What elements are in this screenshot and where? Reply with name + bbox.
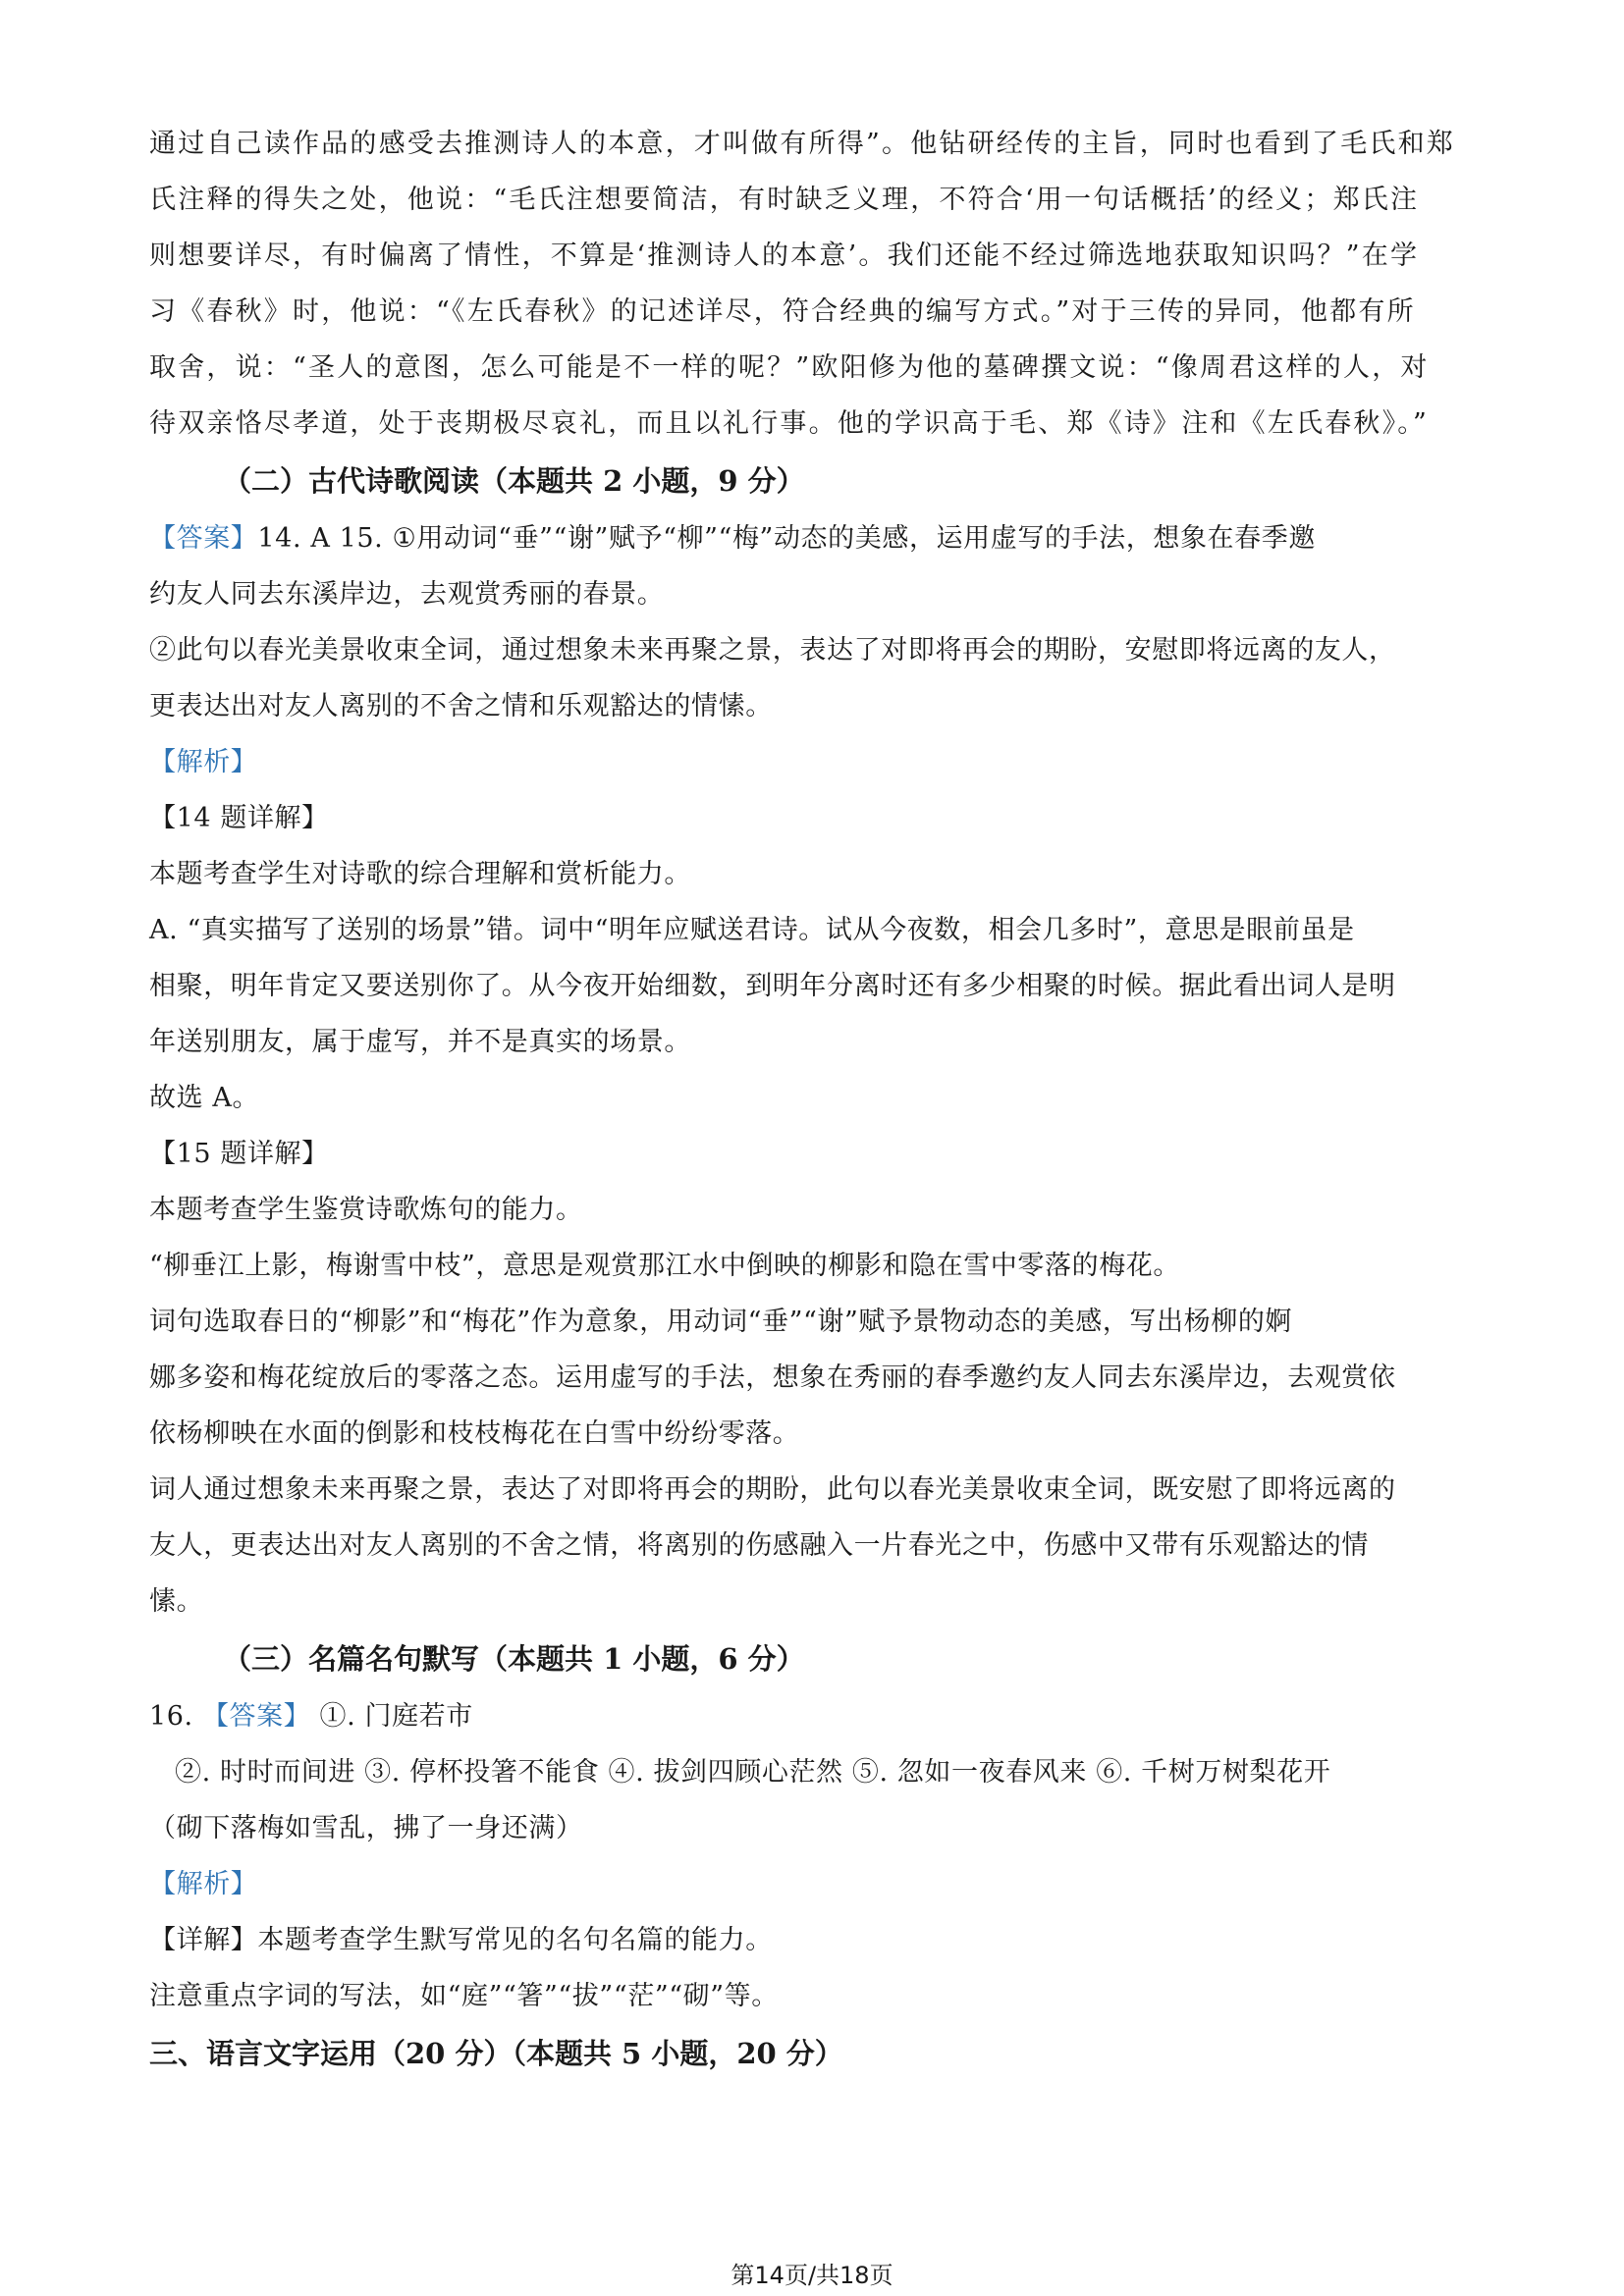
answer-text: 14. A 15. ①用动词“垂”“谢”赋予“柳”“梅”动态的美感，运用虚写的手法，想象在春季邀 [257,523,1316,554]
q16-detail-line: 【详解】本题考查学生默写常见的名句名篇的能力。 [149,1925,773,1955]
page-number: 第14页/共18页 [731,2262,893,2289]
q16-answer-line: （砌下落梅如雪乱，拂了一身还满） [149,1813,583,1843]
answer-tag: 【答案】 [149,523,258,554]
section-heading-poetry: （二）古代诗歌阅读（本题共 2 小题，9 分） [223,464,805,498]
answer-line [149,510,1485,566]
passage-line: 习《春秋》时，他说：“《左氏春秋》的记述详尽，符合经典的编写方式。”对于三传的异同，他都有所 [149,296,1416,327]
q15-line: “柳垂江上影，梅谢雪中枝”，意思是观赏那江水中倒映的柳影和隐在雪中零落的梅花。 [149,1251,1181,1281]
analysis-tag: 【解析】 [149,747,258,777]
passage-line: 氏注释的得失之处，他说：“毛氏注想要简洁，有时缺乏义理，不符合‘用一句话概括’的经义；郑氏注 [149,185,1420,215]
analysis-tag: 【解析】 [149,1869,258,1899]
page-content [149,116,1485,2083]
q14-line: 年送别朋友，属于虚写，并不是真实的场景。 [149,1027,691,1057]
q15-line: 愫。 [149,1586,204,1617]
q15-line: 词句选取春日的“柳影”和“梅花”作为意象，用动词“垂”“谢”赋予景物动态的美感，写出杨柳的婀 [149,1307,1293,1337]
answer-line: 更表达出对友人离别的不舍之情和乐观豁达的情愫。 [149,691,773,721]
q14-title: 【14 题详解】 [149,803,329,833]
answer-line: ②此句以春光美景收束全词，通过想象未来再聚之景，表达了对即将再会的期盼，安慰即将远离的友人， [149,635,1396,666]
passage-line: 通过自己读作品的感受去推测诗人的本意，才叫做有所得”。他钻研经传的主旨，同时也看到了毛氏和郑 [149,129,1456,159]
answer-text: ①. 门庭若市 [310,1701,473,1732]
answer-line: 约友人同去东溪岸边，去观赏秀丽的春景。 [149,579,665,610]
q15-line: 本题考查学生鉴赏诗歌炼句的能力。 [149,1195,583,1225]
passage-line: 取舍，说：“圣人的意图，怎么可能是不一样的呢？”欧阳修为他的墓碑撰文说：“像周君这样的人，对 [149,352,1430,383]
q15-line: 娜多姿和梅花绽放后的零落之态。运用虚写的手法，想象在秀丽的春季邀约友人同去东溪岸边，去观赏依 [149,1362,1396,1393]
q15-line: 依杨柳映在水面的倒影和枝枝梅花在白雪中纷纷零落。 [149,1418,800,1449]
q16-answer-line [149,1688,1485,1744]
q16-answer-line: ②. 时时而间进 ③. 停杯投箸不能食 ④. 拔剑四顾心茫然 ⑤. 忽如一夜春风来 ⑥. 千树万树梨花开 [175,1757,1331,1788]
q14-line: 故选 A。 [149,1083,260,1113]
q15-line: 友人，更表达出对友人离别的不舍之情，将离别的伤感融入一片春光之中，伤感中又带有乐观豁达的情 [149,1530,1369,1561]
passage-line: 待双亲恪尽孝道，处于丧期极尽哀礼，而且以礼行事。他的学识高于毛、郑《诗》注和《左氏春秋》。” [149,408,1430,439]
passage-line: 则想要详尽，有时偏离了情性，不算是‘推测诗人的本意’。我们还能不经过筛选地获取知识吗？”在学 [149,240,1420,271]
section-heading-recitation: （三）名篇名句默写（本题共 1 小题，6 分） [223,1642,805,1676]
q15-title: 【15 题详解】 [149,1139,329,1169]
answer-tag: 【答案】 [201,1701,311,1732]
part-heading-language-use: 三、语言文字运用（20 分）（本题共 5 小题，20 分） [149,2037,843,2070]
q16-number: 16. [149,1701,202,1732]
q15-line: 词人通过想象未来再聚之景，表达了对即将再会的期盼，此句以春光美景收束全词，既安慰了即将远离的 [149,1474,1396,1505]
q14-line: A. “真实描写了送别的场景”错。词中“明年应赋送君诗。试从今夜数，相会几多时”，意思是眼前虽是 [149,915,1355,945]
translation-passage [149,116,1485,452]
q16-detail-line: 注意重点字词的写法，如“庭”“箸”“拔”“茫”“砌”等。 [149,1981,779,2011]
q14-line: 相聚，明年肯定又要送别你了。从今夜开始细数，到明年分离时还有多少相聚的时候。据此看出词人是明 [149,971,1396,1001]
q14-line: 本题考查学生对诗歌的综合理解和赏析能力。 [149,859,691,889]
